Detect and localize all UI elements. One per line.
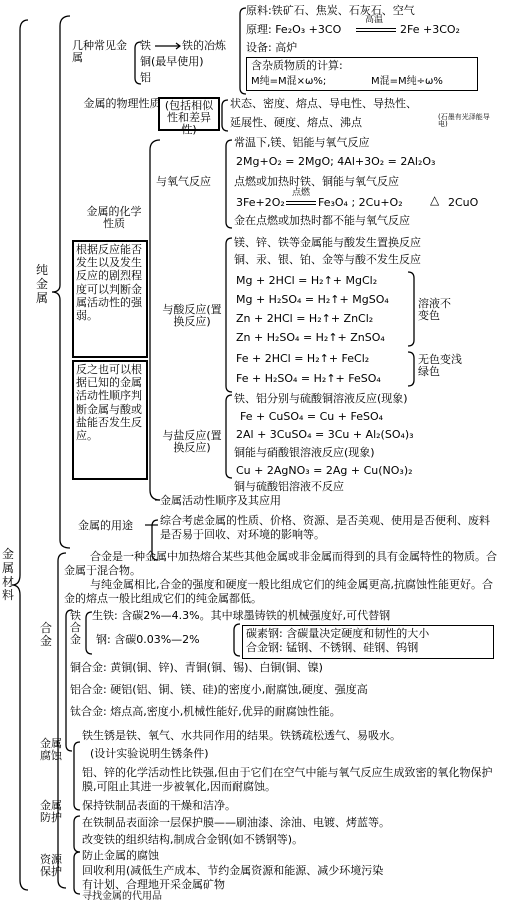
calc-formula-1: M纯=M混×ω%; — [251, 76, 327, 87]
copper-label: 铜(最早使用) — [140, 55, 204, 68]
aluminum-label: 铝 — [140, 71, 151, 84]
alloy-paragraph-1: 合金是一种金属中加热熔合某些其他金属或非金属而得到的具有金属特性的物质。合金属于混合物。 — [64, 550, 497, 578]
physical-note-box: (包括相似性和差异性) — [158, 97, 220, 131]
smelt-principle-cond: 高温 — [365, 15, 384, 25]
alloy-label: 合金 — [40, 621, 53, 649]
calc-formula-2: M混=M纯÷ω% — [371, 76, 443, 87]
chem-bracket — [150, 140, 160, 500]
smelt-equipment: 设备: 高炉 — [246, 41, 298, 54]
calc-title: 含杂质物质的计算: — [251, 59, 343, 72]
salt-3: 2Al + 3CuSO₄ = 3Cu + Al₂(SO₄)₃ — [236, 428, 414, 441]
acid-5: Zn + 2HCl = H₂↑+ ZnCl₂ — [236, 312, 374, 325]
oxy-2: 2Mg+O₂ = 2MgO; 4Al+3O₂ = 2Al₂O₃ — [236, 155, 436, 168]
acid-bracket — [226, 238, 232, 392]
oxy-bracket — [226, 140, 232, 228]
resource-1: 防止金属的腐蚀 — [82, 849, 159, 862]
resource-3: 有计划、合理地开采金属矿物 — [82, 878, 225, 891]
pure-bracket — [52, 16, 70, 548]
acid-note-1: 溶液不变色 — [418, 297, 451, 323]
iron-smelting-label: 铁的冶炼 — [182, 39, 226, 52]
iron-label: 铁 — [140, 39, 151, 52]
oxy-4a: 3Fe+2O₂ — [236, 196, 285, 209]
acid-note-2: 无色变浅绿色 — [418, 353, 462, 379]
physical-line-1: 状态、密度、熔点、导电性、导热性、 — [230, 97, 417, 110]
equals-sign — [286, 201, 316, 205]
calc-box — [246, 57, 478, 91]
activity-box-2: 反之也可以根据已知的金属活动性顺序判断金属与酸或盐能否发生反应。 — [72, 360, 148, 480]
physical-small-note: (石墨有光泽能导电) — [438, 113, 490, 129]
salt-1: 铁、铝分别与硫酸铜溶液反应(现象) — [234, 392, 408, 405]
salt-2: Fe + CuSO₄ = Cu + FeSO₄ — [240, 410, 384, 423]
steel-types-box — [242, 625, 494, 659]
acid-6: Zn + H₂SO₄ = H₂↑+ ZnSO₄ — [236, 331, 385, 344]
protection-1: 保持铁制品表面的干燥和洁净。 — [82, 799, 236, 812]
carbon-steel: 碳素钢: 含碳量决定硬度和韧性的大小 — [246, 627, 430, 640]
phys-bracket — [222, 100, 228, 131]
smelt-principle: 原理: Fe₂O₃ +3CO — [246, 23, 342, 36]
resource-2: 回收利用(减低生产成本、节约金属资源和能源、减少环境污染 — [82, 864, 384, 877]
oxy-1: 常温下,镁、铝能与氧气反应 — [234, 136, 370, 149]
copper-alloy: 铜合金: 黄铜(铜、锌)、青铜(铜、锡)、白铜(铜、镍) — [70, 661, 323, 674]
common-metals-label: 几种常见金属 — [72, 39, 127, 65]
steel: 钢: 含碳0.03%—2% — [96, 633, 200, 646]
acid-8: Fe + H₂SO₄ = H₂↑+ FeSO₄ — [236, 372, 381, 385]
smelt-raw: 原料:铁矿石、焦炭、石灰石、空气 — [246, 4, 415, 17]
salt-5: Cu + 2AgNO₃ = 2Ag + Cu(NO₃)₂ — [236, 464, 413, 477]
alloy-paragraph-2: 与纯金属相比,合金的强度和硬度一般比组成它们的纯金属更高,抗腐蚀性能更好。合金的熔点一般比组成它们的纯金属都低。 — [64, 578, 493, 606]
equals-sign — [356, 28, 396, 32]
salt-6: 铜与硫酸铝溶液不反应 — [234, 480, 344, 493]
oxy-4b: Fe₃O₄ ; 2Cu+O₂ — [318, 196, 403, 209]
protection-label: 金属防护 — [40, 799, 62, 825]
physical-line-2: 延展性、硬度、熔点、沸点 — [230, 116, 362, 129]
acid-3: Mg + 2HCl = H₂↑+ MgCl₂ — [236, 274, 378, 287]
acid-7: Fe + 2HCl = H₂↑+ FeCl₂ — [236, 352, 370, 365]
oxy-4c: 2CuO — [448, 196, 479, 209]
resource-4: 寻找金属的代用品 — [82, 891, 162, 902]
oxy-4-cond: 点燃 — [292, 188, 311, 198]
salt-4: 铜能与硝酸银溶液反应(现象) — [234, 446, 375, 459]
pure-metal-label: 纯金属 — [36, 263, 49, 305]
acid-2: 铜、汞、银、铂、金等与酸不发生反应 — [234, 253, 421, 266]
resource-label: 资源保护 — [40, 853, 62, 879]
aluminum-alloy: 铝合金: 硬铝(铝、铜、镁、硅)的密度小,耐腐蚀,硬度、强度高 — [70, 683, 368, 696]
salt-bracket — [226, 395, 232, 478]
titanium-alloy: 钛合金: 熔点高,密度小,机械性能好,优异的耐腐蚀性能。 — [70, 705, 341, 718]
alloy-steel: 合金钢: 锰钢、不锈钢、硅钢、钨钢 — [246, 641, 419, 655]
physical-label: 金属的物理性质 — [83, 97, 161, 110]
acid-1: 镁、锌、铁等金属能与酸发生置换反应 — [234, 236, 421, 249]
corrosion-2: (设计实验说明生锈条件) — [90, 747, 209, 760]
uses-label: 金属的用途 — [78, 519, 133, 532]
acid-4: Mg + H₂SO₄ = H₂↑+ MgSO₄ — [236, 293, 389, 306]
corrosion-label: 金属腐蚀 — [40, 737, 62, 763]
oxy-5: 金在点燃或加热时都不能与氧气反应 — [234, 214, 410, 227]
uses-text: 综合考虑金属的性质、价格、资源、是否美观、使用是否便利、废料是否易于回收、对环境的影响等。 — [160, 514, 490, 542]
root-label: 金属材料 — [2, 547, 15, 603]
oxy-3: 点燃或加热时铁、铜能与氧气反应 — [234, 175, 399, 188]
corrosion-3: 铝、锌的化学活动性比铁强,但由于它们在空气中能与氧气反应生成致密的氧化物保护膜,可阻止其进一步被氧化,因而耐腐蚀。 — [82, 766, 493, 794]
chemical-label: 金属的化学性质 — [86, 205, 142, 231]
pig-iron: 生铁: 含碳2%—4.3%。其中球墨铸铁的机械强度好,可代替钢 — [92, 609, 391, 622]
oxygen-reaction-label: 与氧气反应 — [156, 175, 211, 188]
activity-order: 金属活动性顺序及其应用 — [160, 494, 281, 507]
protection-3: 改变铁的组织结构,制成合金钢(如不锈钢等)。 — [82, 833, 304, 846]
smelt-principle-right: 2Fe +3CO₂ — [400, 23, 460, 36]
protection-2: 在铁制品表面涂一层保护膜——刷油漆、涂油、电镀、烤蓝等。 — [82, 816, 390, 829]
corrosion-1: 铁生锈是铁、氧气、水共同作用的结果。铁锈疏松透气、易吸水。 — [82, 729, 401, 742]
acid-reaction-label: 与酸反应(置换反应) — [162, 303, 222, 329]
triangle-icon: △ — [430, 193, 440, 207]
root-bracket — [12, 20, 28, 890]
iron-alloy-label: 铁合金 — [70, 609, 81, 647]
activity-box-1: 根据反应能否发生以及发生反应的剧烈程度可以判断金属活动性的强弱。 — [72, 240, 148, 358]
salt-reaction-label: 与盐反应(置换反应) — [162, 429, 222, 455]
